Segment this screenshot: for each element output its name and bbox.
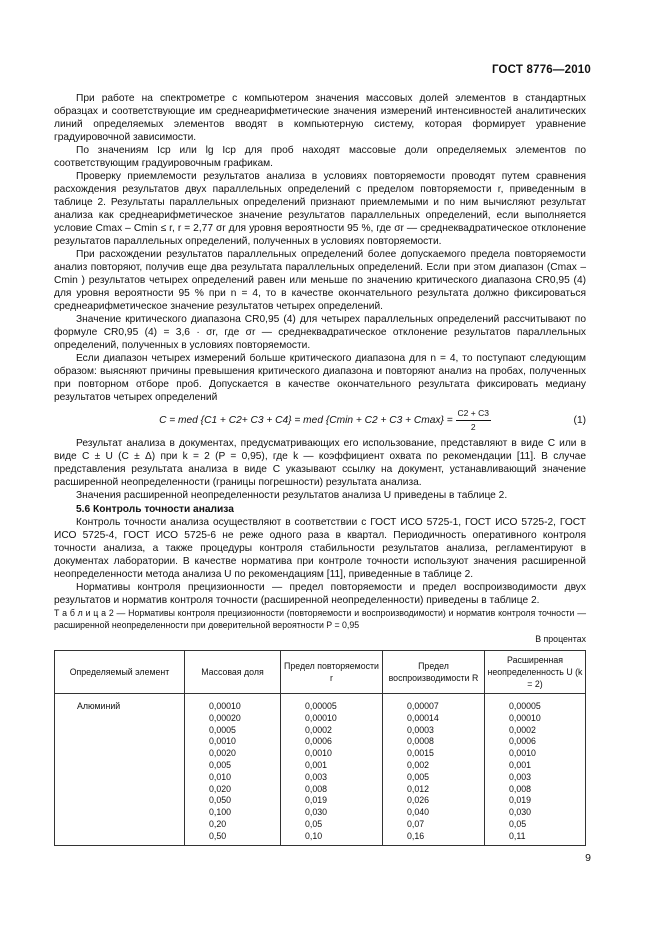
table-units: В процентах [535, 634, 586, 644]
paragraph: Нормативы контроля прецизионности — предел повторяемости и предел воспроизводимости двух результатов и норматив контроля точности (расширенной неопределенности) приведены в таблице 2. [54, 582, 586, 606]
header-repeatability: Предел повторяемости r [281, 651, 383, 694]
cell-element: Алюминий [55, 694, 185, 846]
header-uncertainty: Расширенная неопределенность U (k = 2) [485, 651, 586, 694]
table-row [55, 694, 586, 846]
cell-mass-fraction: 0,00010 0,00020 0,0005 0,0010 0,0020 0,005 0,010 0,020 0,050 0,100 0,20 0,50 [185, 694, 281, 846]
body-text [54, 92, 586, 846]
paragraph: Проверку приемлемости результатов анализа в условиях повторяемости проводят путем сравнения расхождения результатов двух параллельных определений с пределом повторяемости r, приведенным в таблице 2. Результаты параллельных определений признают приемлемыми и по ним вычисляют результат анализа как среднеарифметическое значение результатов параллельных определений, если выполняется условие Cmax – Cmin ≤ r, r = 2,77 σr для уровня вероятности 95 %, где σr — среднеквадратическое отклонение результатов параллельных определений, полученных в условиях повторяемости. [54, 171, 586, 247]
header-mass-fraction: Массовая доля [185, 651, 281, 694]
cell-uncertainty: 0,00005 0,00010 0,0002 0,0006 0,0010 0,001 0,003 0,008 0,019 0,030 0,05 0,11 [485, 694, 586, 846]
fraction-numerator: C2 + C3 [456, 407, 491, 421]
formula-lhs: C = med {C1 + C2+ C3 + C4} = med {Cmin + C2 + C3 + Cmax} = [159, 414, 453, 426]
paragraph: При расхождении результатов параллельных определений более допускаемого предела повторяемости анализ повторяют, получив еще два результата параллельных определений. Если при этом диапазон (Cmax – Cmin ) результатов четырех определений равен или меньше по значению критического диапазона CR0,95 (4) для уровня вероятности 95 % при n = 4, то в качестве окончательного результата должно фиксироваться среднеарифметическое значение результатов четырех определений. [54, 249, 586, 312]
paragraph: Контроль точности анализа осуществляют в соответствии с ГОСТ ИСО 5725-1, ГОСТ ИСО 5725-2, ГОСТ ИСО 5725-4, ГОСТ ИСО 5725-6 не реже одного раза в квартал. Периодичность оперативного контроля точности анализа, а также процедуры контроля стабильности результатов анализа, регламентируют в документах лаборатории. В качестве норматива при контроле точности используют значения расширенной неопределенности метода анализа U по рекомендациям [11], приведенные в таблице 2. [54, 517, 586, 580]
section-heading: 5.6 Контроль точности анализа [76, 504, 234, 515]
norms-table [54, 650, 586, 846]
header-element: Определяемый элемент [55, 651, 185, 694]
table-header-row [55, 651, 586, 694]
formula-number: (1) [573, 414, 586, 426]
paragraph: Значения расширенной неопределенности результатов анализа U приведены в таблице 2. [76, 490, 508, 501]
formula-expression [54, 407, 556, 434]
paragraph: Результат анализа в документах, предусматривающих его использование, представляют в виде C или в виде C ± U (C ± Δ) при k = 2 (P = 0,95), где k — коэффициент охвата по рекомендации [11]. В случае представления результата анализа в виде C указывают ссылку на документ, устанавливающий значение расширенной неопределенности (границы погрешности) результата анализа. [54, 438, 586, 488]
paragraph: Если диапазон четырех измерений больше критического диапазона для n = 4, то поступают следующим образом: выясняют причины превышения критического диапазона и повторяют анализ на пробах, полученных при повторном отборе проб. Допускается в качестве окончательного результата фиксировать медиану результатов четырех определений [54, 353, 586, 403]
cell-reproducibility: 0,00007 0,00014 0,0003 0,0008 0,0015 0,002 0,005 0,012 0,026 0,040 0,07 0,16 [383, 694, 485, 846]
document-code: ГОСТ 8776—2010 [491, 64, 591, 76]
paragraph: По значениям Iср или lg Iср для проб находят массовые доли определяемых элементов по соответствующим градуировочным графикам. [54, 145, 586, 169]
fraction-denominator: 2 [470, 421, 476, 432]
cell-repeatability: 0,00005 0,00010 0,0002 0,0006 0,0010 0,001 0,003 0,008 0,019 0,030 0,05 0,10 [281, 694, 383, 846]
formula-fraction [456, 407, 491, 434]
paragraph: Значение критического диапазона CR0,95 (4) для четырех параллельных определений рассчитывают по формуле CR0,95 (4) = 3,6 · σr, где σr — среднеквадратическое отклонение результатов параллельных определений, полученных в условиях повторяемости. [54, 314, 586, 351]
paragraph: При работе на спектрометре с компьютером значения массовых долей элементов в стандартных образцах и соответствующие им среднеарифметические значения измерений интенсивностей аналитических линий определяемых элементов вводят в компьютерную систему, которая формирует уравнение градуировочной зависимости. [54, 93, 586, 143]
table-caption: Т а б л и ц а 2 — Нормативы контроля прецизионности (повторяемости и воспроизводимости) и норматив контроля точности — расширенной неопределенности при доверительной вероятности P = 0,95 [54, 608, 586, 630]
formula-1 [54, 405, 586, 435]
header-reproducibility: Предел воспроизводимости R [383, 651, 485, 694]
page-number: 9 [585, 852, 591, 864]
